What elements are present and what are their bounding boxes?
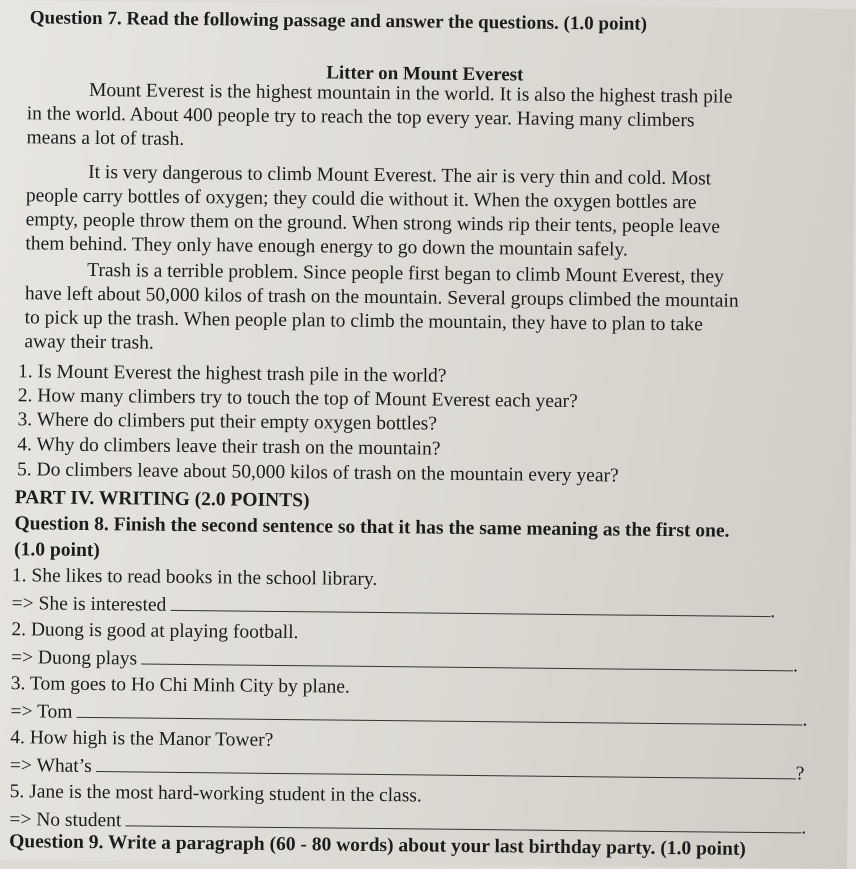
q8-prompt-4: => What’s — [9, 755, 92, 778]
passage-p2-line1: It is very dangerous to climb Mount Everest. The air is very thin and cold. Most — [88, 161, 712, 190]
question-7-heading: Question 7. Read the following passage and answer the questions. (1.0 point) — [29, 7, 648, 35]
part-4-heading: PART IV. WRITING (2.0 POINTS) — [14, 487, 310, 512]
question-8-points: (1.0 point) — [14, 539, 100, 562]
q8-sentence-5: 5. Jane is the most hard-working student in the class. — [9, 781, 422, 807]
passage-p3-line3: to pick up the trash. When people plan to climb the mountain, they have to plan to take — [24, 307, 703, 336]
passage-p3-line2: have left about 50,000 kilos of trash on the mountain. Several groups climbed the mountain — [24, 283, 739, 312]
q8-blank-4[interactable] — [96, 753, 796, 779]
q7-question-3: 3. Where do climbers put their empty oxygen bottles? — [17, 409, 438, 435]
q8-prompt-3: => Tom — [10, 701, 73, 723]
q8-end-5: . — [801, 817, 807, 839]
q8-prompt-2: => Duong plays — [11, 647, 138, 670]
q7-question-2: 2. How many climbers try to touch the top of Mount Everest each year? — [17, 385, 578, 413]
q7-question-1: 1. Is Mount Everest the highest trash pile in the world? — [17, 361, 447, 387]
q8-end-1: . — [770, 601, 776, 623]
q8-blank-5[interactable] — [125, 807, 801, 833]
passage-p3-line4: away their trash. — [24, 331, 154, 354]
passage-p2-line4: them behind. They only have enough energy to go down the mountain safely. — [25, 233, 628, 261]
q7-question-4: 4. Why do climbers leave their trash on the mountain? — [17, 434, 441, 460]
q8-end-2: . — [792, 655, 799, 677]
q8-blank-3[interactable] — [76, 699, 802, 726]
question-8-heading: Question 8. Finish the second sentence so that it has the same meaning as the first one. — [14, 513, 730, 542]
passage-p1-line1: Mount Everest is the highest mountain in the world. It is also the highest trash pile — [88, 79, 733, 108]
q8-prompt-1: => She is interested — [11, 593, 167, 616]
question-9-heading: Question 9. Write a paragraph (60 - 80 words) about your last birthday party. (1.0 point) — [9, 831, 746, 860]
q8-end-4: ? — [795, 763, 805, 785]
q8-blank-2[interactable] — [141, 646, 793, 672]
q7-question-5: 5. Do climbers leave about 50,000 kilos of trash on the mountain every year? — [16, 459, 619, 487]
passage-p2-line3: empty, people throw them on the ground. When strong winds rip their tents, people leave — [25, 209, 721, 238]
q8-sentence-1: 1. She likes to read books in the school library. — [11, 565, 378, 590]
q8-sentence-2: 2. Duong is good at playing football. — [11, 619, 299, 644]
passage-p2-line2: people carry bottles of oxygen; they could die without it. When the oxygen bottles are — [25, 185, 697, 214]
passage-p1-line2: in the world. About 400 people try to reach the top every year. Having many climbers — [26, 103, 695, 132]
q8-sentence-4: 4. How high is the Manor Tower? — [10, 727, 274, 751]
q8-sentence-3: 3. Tom goes to Ho Chi Minh City by plane. — [10, 673, 350, 698]
passage-p3-line1: Trash is a terrible problem. Since people first began to climb Mount Everest, they — [87, 259, 724, 288]
q8-prompt-5: => No student — [9, 809, 122, 832]
passage-title: Litter on Mount Everest — [326, 62, 524, 86]
q8-blank-1[interactable] — [170, 592, 770, 617]
q8-end-3: . — [802, 709, 808, 731]
passage-p1-line3: means a lot of trash. — [26, 127, 185, 150]
